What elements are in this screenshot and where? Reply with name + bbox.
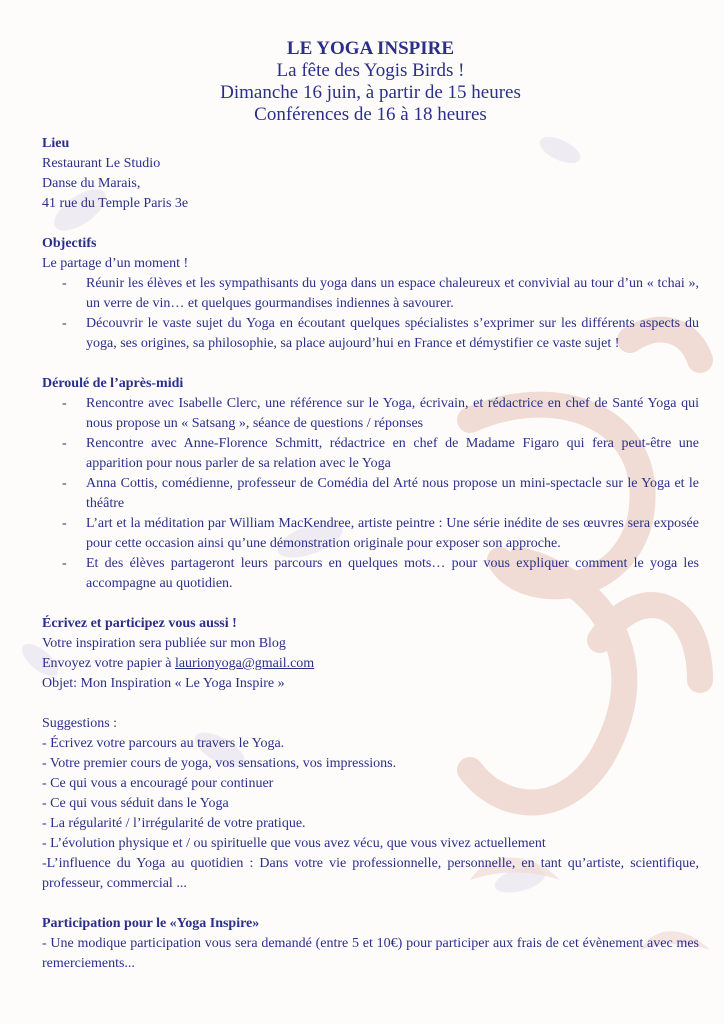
participation-text: - Une modique participation vous sera demandé (entre 5 et 10€) pour participer aux frais de cet évènement avec mes remerciements... — [42, 936, 699, 971]
objectifs-intro: Le partage d’un moment ! — [42, 256, 189, 271]
section-lieu — [42, 134, 699, 214]
section-ecrivez — [42, 614, 699, 694]
suggestion-item: - Écrivez votre parcours au travers le Yoga. — [42, 736, 285, 751]
email-prefix: Envoyez votre papier à — [42, 656, 175, 671]
list-item: - Rencontre avec Isabelle Clerc, une référence sur le Yoga, écrivain, et rédactrice en chef de Santé Yoga qui nous propose un « Satsang », séance de questions / réponses — [42, 394, 699, 434]
section-heading-objectifs: Objectifs — [42, 236, 97, 251]
document-header — [42, 38, 699, 126]
email-line — [42, 654, 699, 674]
event-date: Dimanche 16 juin, à partir de 15 heures — [220, 82, 521, 103]
list-item: - Découvrir le vaste sujet du Yoga en écoutant quelques spécialistes s’exprimer sur les différents aspects du yoga, ses origines, sa philosophie, sa place aujourd’hui en France et démystifier ce vaste sujet ! — [42, 314, 699, 354]
list-item: - Rencontre avec Anne-Florence Schmitt, rédactrice en chef de Madame Figaro qui fera peut-être une apparition pour nous parler de sa relation avec le Yoga — [42, 434, 699, 474]
blog-line: Votre inspiration sera publiée sur mon Blog — [42, 636, 286, 651]
section-deroule — [42, 374, 699, 594]
address-line: Restaurant Le Studio — [42, 156, 161, 171]
document-page — [42, 38, 699, 974]
suggestion-item: - La régularité / l’irrégularité de votre pratique. — [42, 816, 306, 831]
event-subtitle: La fête des Yogis Birds ! — [276, 60, 465, 81]
section-heading-deroule: Déroulé de l’après-midi — [42, 376, 184, 391]
suggestion-item: - L’évolution physique et / ou spirituelle que vous avez vécu, que vous vivez actuellement — [42, 836, 546, 851]
section-objectifs — [42, 234, 699, 354]
section-suggestions — [42, 714, 699, 894]
suggestion-item: - Votre premier cours de yoga, vos sensations, vos impressions. — [42, 756, 397, 771]
deroule-list — [42, 394, 699, 594]
section-heading-lieu: Lieu — [42, 136, 70, 151]
objet-line: Objet: Mon Inspiration « Le Yoga Inspire » — [42, 676, 285, 691]
list-item: - Et des élèves partageront leurs parcours en quelques mots… pour vous expliquer comment le yoga les accompagne au quotidien. — [42, 554, 699, 594]
suggestion-item: - Ce qui vous séduit dans le Yoga — [42, 796, 229, 811]
conference-hours: Conférences de 16 à 18 heures — [254, 104, 487, 125]
email-link[interactable]: laurionyoga@gmail.com — [174, 656, 315, 671]
objectifs-list — [42, 274, 699, 354]
address-line: Danse du Marais, — [42, 176, 141, 191]
address-line: 41 rue du Temple Paris 3e — [42, 196, 189, 211]
suggestion-item: -L’influence du Yoga au quotidien : Dans votre vie professionnelle, personnelle, en tant qu’artiste, scientifique, professeur, commercial ... — [42, 856, 699, 891]
list-item: - L’art et la méditation par William MacKendree, artiste peintre : Une série inédite de ses œuvres sera exposée pour cette occasion ainsi qu’une démonstration originale pour exposer son approche. — [42, 514, 699, 554]
page-title: LE YOGA INSPIRE — [286, 38, 455, 59]
section-heading-participation: Participation pour le «Yoga Inspire» — [42, 916, 260, 931]
suggestion-item: - Ce qui vous a encouragé pour continuer — [42, 776, 274, 791]
section-heading-ecrivez: Écrivez et participez vous aussi ! — [42, 616, 237, 631]
section-participation — [42, 914, 699, 974]
suggestions-heading: Suggestions : — [42, 716, 118, 731]
list-item: - Anna Cottis, comédienne, professeur de Comédia del Arté nous propose un mini-spectacle sur le Yoga et le théâtre — [42, 474, 699, 514]
list-item: - Réunir les élèves et les sympathisants du yoga dans un espace chaleureux et convivial au tour d’un « tchai », un verre de vin… et quelques gourmandises indiennes à savourer. — [42, 274, 699, 314]
